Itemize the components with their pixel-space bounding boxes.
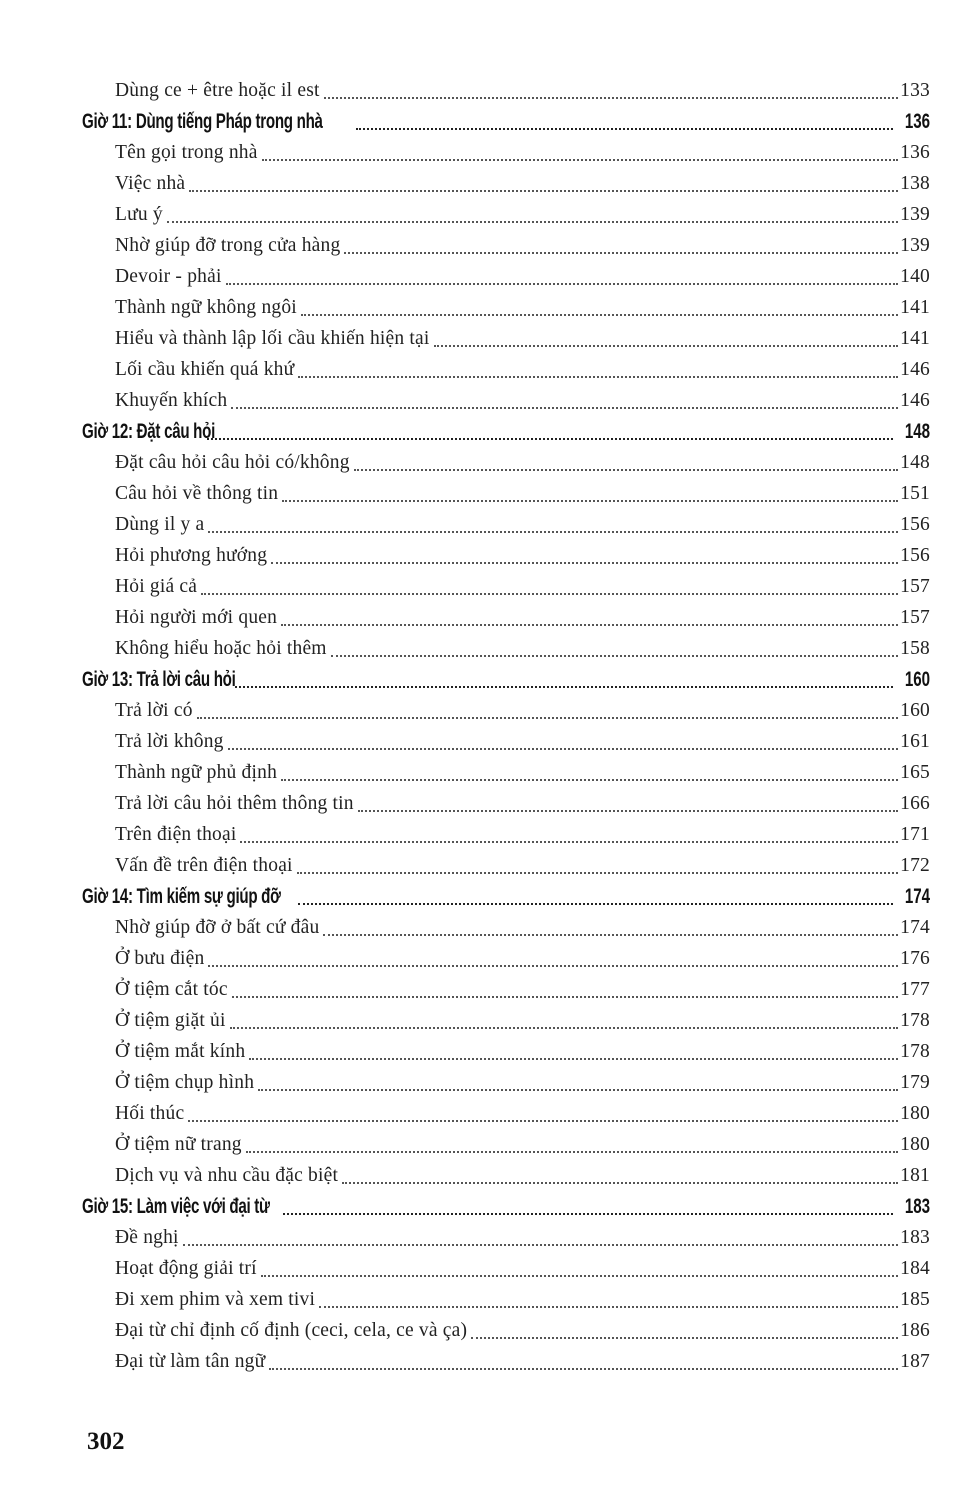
page-reference: 157 [900,607,930,628]
page-reference: 180 [900,1134,930,1155]
page-number: 302 [87,1428,125,1455]
page-reference: 139 [900,235,930,256]
toc-entry [0,1128,959,1159]
toc-entry [0,167,959,198]
dot-leader [471,1337,898,1339]
dot-leader [197,717,898,719]
page-reference: 185 [900,1289,930,1310]
dot-leader [208,965,898,967]
toc-entry [0,756,959,787]
toc-entry [0,601,959,632]
dot-leader [208,531,898,533]
dot-leader [344,252,898,254]
dot-leader [281,624,898,626]
entry-title: Ở tiệm nữ trang [115,1134,242,1155]
toc-entry [0,911,959,942]
toc-entry [0,260,959,291]
entry-title: Dịch vụ và nhu cầu đặc biệt [115,1165,339,1186]
dot-leader [232,996,898,998]
dot-leader [188,1120,898,1122]
toc-entry [0,322,959,353]
entry-title: Ở tiệm cắt tóc [115,979,228,1000]
entry-title: Việc nhà [115,173,186,194]
entry-title: Trả lời có [115,700,193,721]
page-reference: 160 [900,700,930,721]
entry-title: Thành ngữ không ngôi [115,297,297,318]
dot-leader [297,872,898,874]
page-reference: 171 [900,824,930,845]
entry-title: Nhờ giúp đỡ trong cửa hàng [115,235,341,256]
toc-entry [0,725,959,756]
dot-leader [226,283,899,285]
dot-leader [319,1306,898,1308]
entry-title: Đại từ chỉ định cố định (ceci, cela, ce và ça) [115,1320,468,1341]
toc-chapter-heading [0,415,959,446]
toc-entry [0,229,959,260]
entry-title: Ở tiệm giặt ủi [115,1010,226,1031]
page-reference: 187 [900,1351,930,1372]
toc-entry [0,1097,959,1128]
dot-leader [183,1244,898,1246]
dot-leader [269,1368,898,1370]
entry-title: Đề nghị [115,1227,179,1248]
entry-title: Devoir - phải [115,266,222,287]
page-reference: 133 [900,80,930,101]
page-reference: 157 [900,576,930,597]
toc-entry [0,353,959,384]
dot-leader [230,1027,899,1029]
dot-leader [331,655,898,657]
page-reference: 160 [904,668,930,691]
page-reference: 184 [900,1258,930,1279]
toc-entry [0,74,959,105]
entry-title: Đi xem phim và xem tivi [115,1289,316,1310]
entry-title: Ở tiệm mắt kính [115,1041,246,1062]
entry-title: Hỏi người mới quen [115,607,278,628]
chapter-title: Giờ 13: Trả lời câu hỏi [82,668,236,691]
dot-leader [283,1213,893,1215]
dot-leader [207,438,893,440]
entry-title: Không hiểu hoặc hỏi thêm [115,638,327,659]
toc-chapter-heading [0,663,959,694]
page-reference: 141 [900,297,930,318]
page-reference: 186 [900,1320,930,1341]
toc-entry [0,1283,959,1314]
dot-leader [342,1182,898,1184]
dot-leader [356,128,893,130]
page-reference: 136 [900,142,930,163]
dot-leader [167,221,898,223]
toc-entry [0,539,959,570]
page-reference: 166 [900,793,930,814]
page-reference: 146 [900,359,930,380]
dot-leader [235,686,893,688]
entry-title: Nhờ giúp đỡ ở bất cứ đâu [115,917,320,938]
entry-title: Ở tiệm chụp hình [115,1072,255,1093]
entry-title: Lối cầu khiến quá khứ [115,359,295,380]
page-reference: 165 [900,762,930,783]
toc-entry [0,291,959,322]
entry-title: Dùng ce + être hoặc il est [115,80,320,101]
toc-chapter-heading [0,880,959,911]
toc-entry [0,1221,959,1252]
page-reference: 139 [900,204,930,225]
toc-entry [0,1314,959,1345]
entry-title: Hỏi phương hướng [115,545,268,566]
page-reference: 174 [900,917,930,938]
page-reference: 172 [900,855,930,876]
toc-entry [0,1066,959,1097]
entry-title: Lưu ý [115,204,163,225]
dot-leader [358,810,898,812]
page-reference: 158 [900,638,930,659]
entry-title: Hỏi giá cả [115,576,198,597]
page-reference: 179 [900,1072,930,1093]
page-reference: 146 [900,390,930,411]
dot-leader [323,934,898,936]
page-reference: 151 [900,483,930,504]
table-of-contents [0,74,959,1376]
chapter-title: Giờ 15: Làm việc với đại từ [82,1195,270,1218]
dot-leader [298,376,898,378]
entry-title: Trả lời không [115,731,224,752]
entry-title: Hiểu và thành lập lối cầu khiến hiện tại [115,328,430,349]
toc-entry [0,446,959,477]
entry-title: Thành ngữ phủ định [115,762,278,783]
page-reference: 148 [900,452,930,473]
chapter-title: Giờ 11: Dùng tiếng Pháp trong nhà [82,110,323,133]
page-reference: 156 [900,514,930,535]
page-reference: 140 [900,266,930,287]
entry-title: Dùng il y a [115,514,205,535]
page-reference: 148 [904,420,930,443]
entry-title: Đặt câu hỏi câu hỏi có/không [115,452,350,473]
entry-title: Hoạt động giải trí [115,1258,257,1279]
page-reference: 136 [904,110,930,133]
dot-leader [298,903,893,905]
page-reference: 138 [900,173,930,194]
entry-title: Câu hỏi về thông tin [115,483,279,504]
toc-entry [0,198,959,229]
chapter-title: Giờ 14: Tìm kiếm sự giúp đỡ [82,885,281,908]
dot-leader [281,779,898,781]
toc-chapter-heading [0,105,959,136]
dot-leader [240,841,898,843]
toc-entry [0,787,959,818]
dot-leader [258,1089,898,1091]
page-reference: 183 [904,1195,930,1218]
toc-entry [0,694,959,725]
entry-title: Hối thúc [115,1103,185,1124]
dot-leader [354,469,898,471]
dot-leader [201,593,898,595]
page-reference: 177 [900,979,930,1000]
toc-entry [0,570,959,601]
toc-entry [0,849,959,880]
entry-title: Đại từ làm tân ngữ [115,1351,266,1372]
page-reference: 178 [900,1010,930,1031]
dot-leader [301,314,898,316]
page-reference: 183 [900,1227,930,1248]
dot-leader [282,500,898,502]
page-reference: 180 [900,1103,930,1124]
toc-entry [0,1004,959,1035]
toc-entry [0,1345,959,1376]
page-reference: 174 [904,885,930,908]
entry-title: Trên điện thoại [115,824,237,845]
dot-leader [262,159,899,161]
toc-entry [0,1159,959,1190]
chapter-title: Giờ 12: Đặt câu hỏi [82,420,215,443]
entry-title: Khuyến khích [115,390,228,411]
dot-leader [324,97,899,99]
toc-entry [0,508,959,539]
dot-leader [228,748,899,750]
dot-leader [246,1151,898,1153]
dot-leader [271,562,898,564]
entry-title: Ở bưu điện [115,948,205,969]
dot-leader [434,345,899,347]
dot-leader [249,1058,898,1060]
toc-entry [0,477,959,508]
toc-chapter-heading [0,1190,959,1221]
page-reference: 178 [900,1041,930,1062]
page-reference: 176 [900,948,930,969]
page-reference: 156 [900,545,930,566]
toc-entry [0,136,959,167]
entry-title: Tên gọi trong nhà [115,142,258,163]
page-reference: 181 [900,1165,930,1186]
dot-leader [231,407,898,409]
dot-leader [189,190,898,192]
toc-entry [0,632,959,663]
toc-entry [0,973,959,1004]
entry-title: Trả lời câu hỏi thêm thông tin [115,793,354,814]
toc-entry [0,818,959,849]
page-reference: 161 [900,731,930,752]
dot-leader [261,1275,898,1277]
toc-entry [0,384,959,415]
toc-entry [0,1035,959,1066]
entry-title: Vấn đề trên điện thoại [115,855,293,876]
toc-entry [0,942,959,973]
page-reference: 141 [900,328,930,349]
toc-entry [0,1252,959,1283]
